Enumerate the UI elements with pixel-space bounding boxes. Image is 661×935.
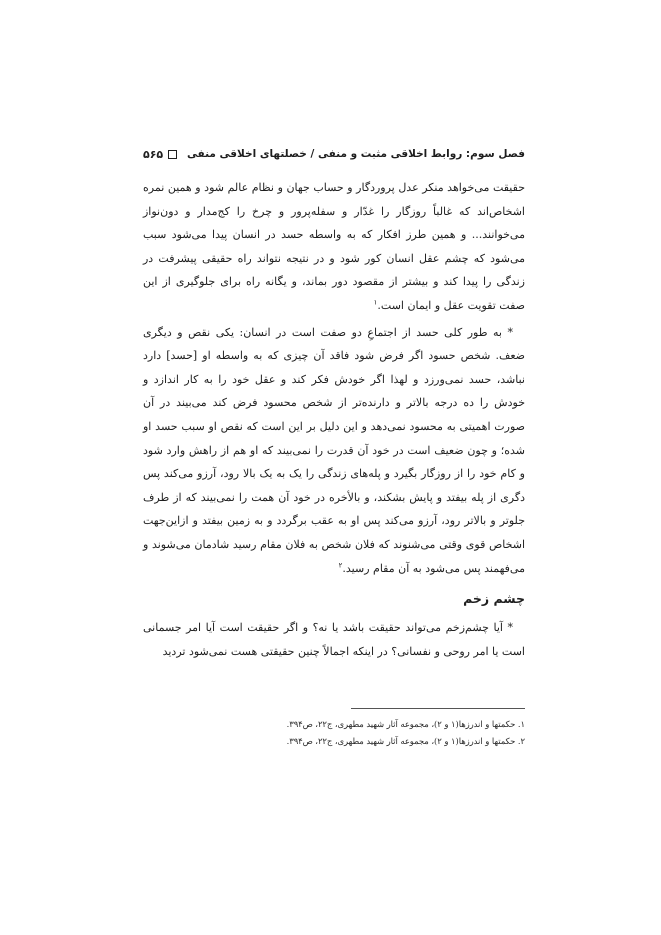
paragraph xyxy=(143,176,525,318)
footnotes xyxy=(143,716,525,750)
paragraph-text: * آیا چشم‌زخم می‌تواند حقیقت باشد یا نه؟ و اگر حقیقت است آیا امر جسمانی است یا امر روحی و نفسانی؟ در اینکه اجمالاً چنین حقیقتی هست نمی‌شود تردید xyxy=(143,621,525,658)
chapter-title: فصل سوم: روابط اخلاقی مثبت و منفی / خصلتهای اخلاقی منفی xyxy=(186,148,525,160)
footnote-item: ۱. حکمتها و اندرزها(۱ و ۲)، مجموعه آثار شهید مطهری، ج۲۲، ص۳۹۴. xyxy=(286,719,525,729)
paragraph-text: حقیقت می‌خواهد منکر عدل پروردگار و حساب جهان و نظام عالم شود و همین نمره اشخاص‌اند که غالباً روزگار را غدّار و سفله‌پرور و چرخ را کج‌مدار و دون‌نواز می‌خوانند... و همین طرز افکار که به واسطه حسد در انسان پیدا می‌شود سبب می‌شود که چشم عقل انسان کور شود و در نتیجه نتواند راه حقیقی پیشرفت در زندگی را پیدا کند و بیشتر از مقصود دور بماند، و یگانه راه برای جلوگیری از این صفت تقویت عقل و ایمان است. xyxy=(143,181,525,312)
main-text xyxy=(143,176,525,663)
section-heading: چشم زخم xyxy=(463,591,525,607)
paragraph-text: * به طور کلی حسد از اجتماعِ دو صفت است در انسان: یکی نقص و دیگری ضعف. شخص حسود اگر فرض شود فاقد آن چیزی که به واسطه او [حسد] دارد نباشد، حسد نمی‌ورزد و لهذا اگر خودش فکر کند و عقل خود را به کار اندازد و خودش را ده درجه بالاتر و دارنده‌تر از شخص محسود فرض کند می‌بیند در آن صورت اهمیتی به محسود نمی‌دهد و این دلیل بر این است که نقص او سبب حسد او شده؛ و چون ضعیف است در خود آن قدرت را نمی‌بیند که او هم از راهش وارد شود و کام خود را از روزگار بگیرد و پله‌های زندگی را یک به یک بالا رود، آرزو می‌کند پس دگری از پله بیفتد و پایش بشکند، و بالأخره در خود آن همت را نمی‌بیند که از طرف جلوتر و بالاتر رود، آرزو می‌کند پس او به عقب برگردد و به زمین بیفتد و ازاین‌جهت اشخاص قوی وقتی می‌شنوند که فلان شخص به فلان مقام رسید شادمان می‌شوند و می‌فهمند پس می‌شود به آن مقام رسید. xyxy=(143,325,525,575)
footnote-divider xyxy=(351,708,525,709)
paragraph xyxy=(143,616,525,663)
footnote-ref[interactable]: ۱ xyxy=(373,298,378,307)
paragraph xyxy=(143,321,525,581)
footnote-ref[interactable]: ۲ xyxy=(338,560,343,569)
running-header xyxy=(143,144,525,164)
page-number-group xyxy=(143,148,181,161)
square-bullet-icon xyxy=(168,150,177,159)
footnote-item: ۲. حکمتها و اندرزها(۱ و ۲)، مجموعه آثار شهید مطهری، ج۲۲، ص۳۹۴. xyxy=(286,736,525,746)
header-title-group xyxy=(187,148,525,160)
page-number: ۵۶۵ xyxy=(143,147,164,161)
